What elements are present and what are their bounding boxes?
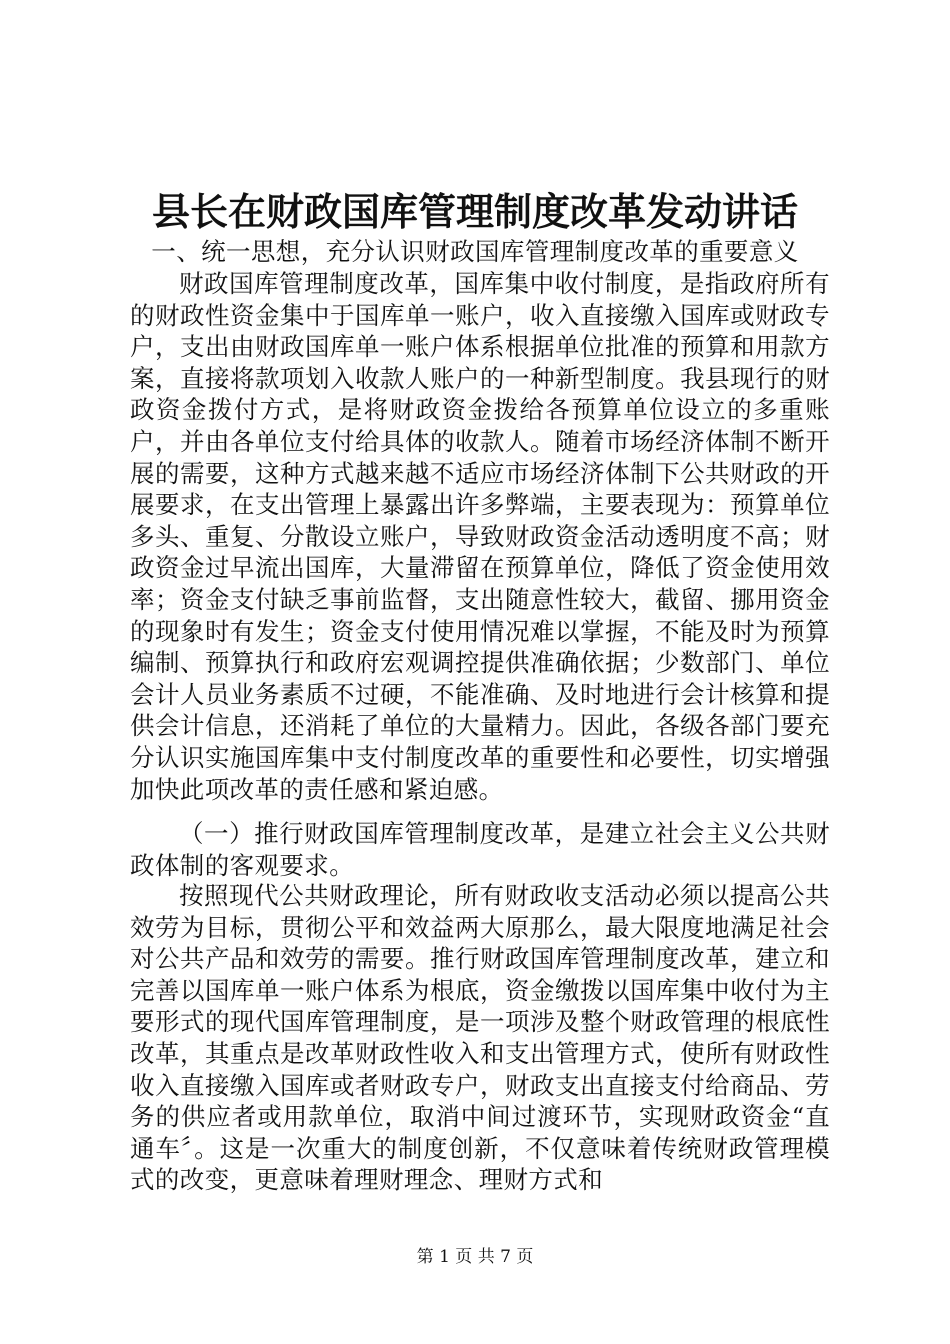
subsection-heading: （一）推行财政国库管理制度改革，是建立社会主义公共财政体制的客观要求。 <box>130 819 830 880</box>
paragraph: 财政国库管理制度改革，国库集中收付制度，是指政府所有的财政性资金集中于国库单一账户，收入直接缴入国库或财政专户，支出由财政国库单一账户体系根据单位批准的预算和用款方案，直接将款项划入收款人账户的一种新型制度。我县现行的财政资金拨付方式，是将财政资金拨给各预算单位设立的多重账户，并由各单位支付给具体的收款人。随着市场经济体制不断开展的需要，这种方式越来越不适应市场经济体制下公共财政的开展要求，在支出管理上暴露出许多弊端，主要表现为：预算单位多头、重复、分散设立账户，导致财政资金活动透明度不高；财政资金过早流出国库，大量滞留在预算单位，降低了资金使用效率；资金支付缺乏事前监督，支出随意性较大，截留、挪用资金的现象时有发生；资金支付使用情况难以掌握，不能及时为预算编制、预算执行和政府宏观调控提供准确依据；少数部门、单位会计人员业务素质不过硬，不能准确、及时地进行会计核算和提供会计信息，还消耗了单位的大量精力。因此，各级各部门要充分认识实施国库集中支付制度改革的重要性和必要性，切实增强加快此项改革的责任感和紧迫感。 <box>130 269 830 804</box>
document-title: 县长在财政国库管理制度改革发动讲话 <box>151 189 798 234</box>
page-footer: 第 1 页 共 7 页 <box>416 1247 534 1267</box>
paragraph-1-container <box>130 268 830 805</box>
paragraph-2-container <box>130 818 830 881</box>
section-heading: 一、统一思想，充分认识财政国库管理制度改革的重要意义 <box>151 237 799 266</box>
paragraph: 按照现代公共财政理论，所有财政收支活动必须以提高公共效劳为目标，贯彻公平和效益两大原那么，最大限度地满足社会对公共产品和效劳的需要。推行财政国库管理制度改革，建立和完善以国库单一账户体系为根底，资金缴拨以国库集中收付为主要形式的现代国库管理制度，是一项涉及整个财政管理的根底性改革，其重点是改革财政性收入和支出管理方式，使所有财政性收入直接缴入国库或者财政专户，财政支出直接支付给商品、劳务的供应者或用款单位，取消中间过渡环节，实现财政资金“直通车〞。这是一次重大的制度创新，不仅意味着传统财政管理模式的改变，更意味着理财理念、理财方式和 <box>130 881 830 1195</box>
paragraph-3-container <box>130 880 830 1196</box>
